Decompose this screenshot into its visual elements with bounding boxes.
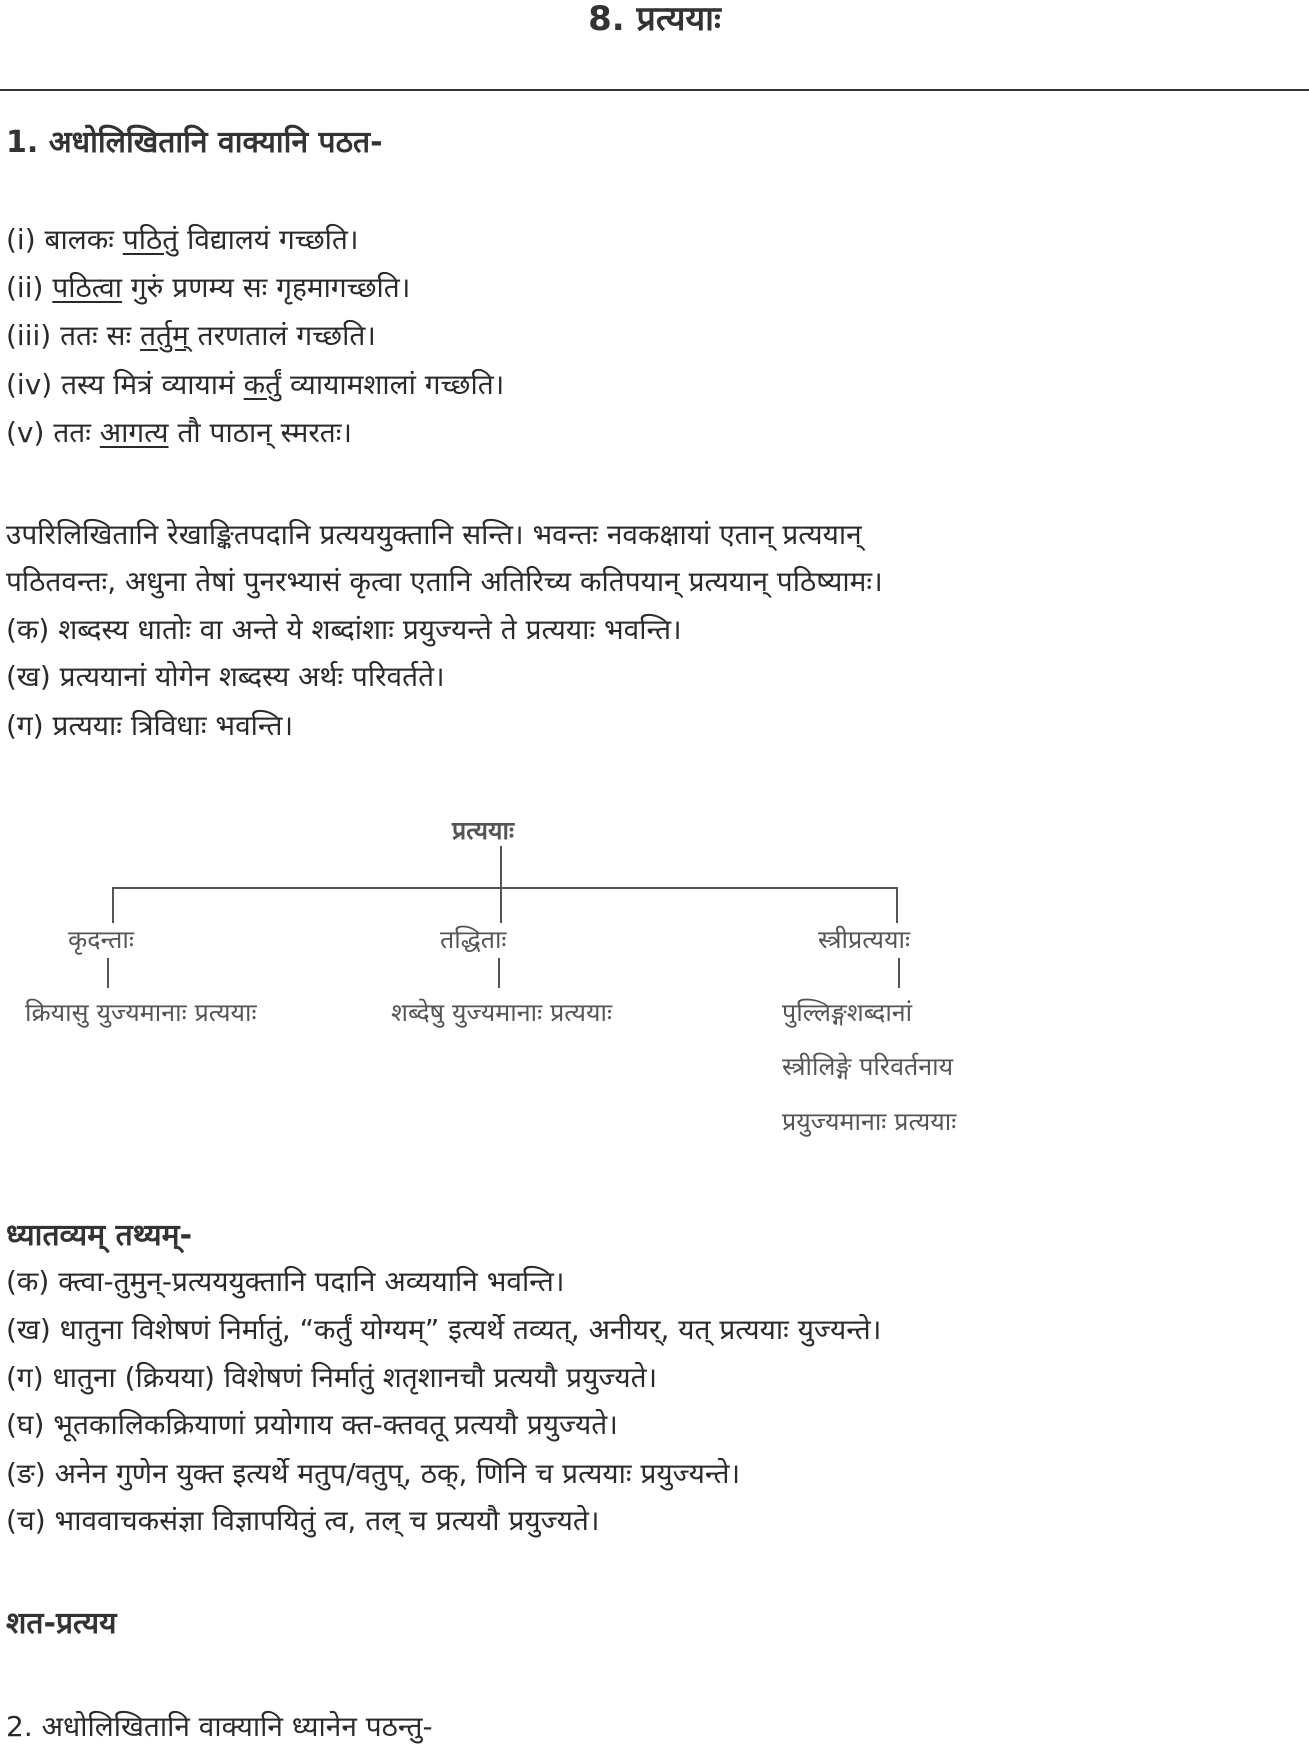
page-title: 8. प्रत्ययाः	[588, 0, 721, 39]
sentence-text: (i) बालकः	[6, 223, 123, 256]
branch-description: शब्देषु युज्यमानाः प्रत्ययाः	[391, 998, 613, 1027]
section-1-heading: 1. अधोलिखितानि वाक्यानि पठत-	[6, 125, 383, 160]
section-2-heading: 2. अधोलिखितानि वाक्यानि ध्यानेन पठन्तु-	[6, 1710, 433, 1743]
paragraph-line: (ख) प्रत्ययानां योगेन शब्दस्य अर्थः परिवर्तते।	[6, 660, 445, 693]
connector-line	[112, 887, 898, 889]
underlined-word: आगत्य	[99, 416, 169, 449]
fact-item: (घ) भूतकालिकक्रियाणां प्रयोगाय क्त-क्तवतू प्रत्ययौ प्रयुज्यते।	[6, 1408, 618, 1441]
sentence-text: तरणतालं गच्छति।	[188, 319, 376, 352]
fact-item: (ङ) अनेन गुणेन युक्त इत्यर्थे मतुप/वतुप्, ठक्, णिनि च प्रत्ययाः प्रयुज्यन्ते।	[6, 1457, 741, 1490]
branch-label-kridanta: कृदन्ताः	[68, 925, 134, 954]
facts-heading: ध्यातव्यम् तथ्यम्-	[6, 1218, 193, 1253]
fact-item: (क) क्त्वा-तुमुन्-प्रत्यययुक्तानि पदानि अव्ययानि भवन्ति।	[6, 1265, 565, 1298]
connector-line	[500, 846, 502, 888]
underlined-word: तर्तुम्	[140, 319, 189, 352]
branch-description: क्रियासु युज्यमानाः प्रत्ययाः	[25, 998, 257, 1027]
sentence-text: तौ पाठान् स्मरतः।	[168, 416, 352, 449]
sentence	[6, 319, 376, 352]
shatr-heading: शत-प्रत्यय	[6, 1606, 117, 1641]
paragraph-line: पठितवन्तः, अधुना तेषां पुनरभ्यासं कृत्वा एतानि अतिरिच्य कतिपयान् प्रत्ययान् पठिष्यामः।	[6, 565, 883, 598]
sentence	[6, 368, 505, 401]
connector-line	[112, 887, 114, 923]
connector-line	[498, 958, 500, 988]
fact-item: (ग) धातुना (क्रियया) विशेषणं निर्मातुं शतृशानचौ प्रत्ययौ प्रयुज्यते।	[6, 1361, 658, 1394]
connector-line	[898, 958, 900, 988]
connector-line	[500, 887, 502, 923]
fact-item: (ख) धातुना विशेषणं निर्मातुं, “कर्तुं योग्यम्” इत्यर्थे तव्यत्, अनीयर्, यत् प्रत्ययाः युज्यन्ते।	[6, 1313, 882, 1346]
sentence	[6, 223, 359, 256]
sentence	[6, 416, 352, 449]
underlined-word: पठित्वा	[52, 271, 122, 304]
paragraph-line: (क) शब्दस्य धातोः वा अन्ते ये शब्दांशाः प्रयुज्यन्ते ते प्रत्ययाः भवन्ति।	[6, 613, 682, 646]
underlined-word: पठितुं	[122, 223, 179, 256]
fact-item: (च) भाववाचकसंज्ञा विज्ञापयितुं त्व, तल् च प्रत्ययौ प्रयुज्यते।	[6, 1504, 600, 1537]
branch-label-taddhita: तद्धिताः	[440, 925, 507, 954]
branch-label-stripratyaya: स्त्रीप्रत्ययाः	[818, 925, 911, 954]
branch-description: स्त्रीलिङ्गे परिवर्तनाय	[782, 1052, 954, 1081]
title-divider	[0, 89, 1309, 91]
paragraph-line: (ग) प्रत्ययाः त्रिविधाः भवन्ति।	[6, 709, 294, 742]
sentence-text: (ii)	[6, 271, 53, 304]
sentence-text: (iv) तस्य मित्रं व्यायामं	[6, 368, 244, 401]
sentence-text: विद्यालयं गच्छति।	[178, 223, 359, 256]
diagram-root: प्रत्ययाः	[452, 816, 515, 845]
paragraph-line: उपरिलिखितानि रेखाङ्कितपदानि प्रत्यययुक्तानि सन्ति। भवन्तः नवकक्षायां एतान् प्रत्ययान्	[6, 518, 862, 551]
branch-description: प्रयुज्यमानाः प्रत्ययाः	[782, 1107, 957, 1136]
connector-line	[896, 887, 898, 923]
sentence	[6, 271, 411, 304]
sentence-text: (v) ततः	[6, 416, 100, 449]
branch-description: पुल्लिङ्गशब्दानां	[782, 998, 913, 1027]
sentence-text: (iii) ततः सः	[6, 319, 141, 352]
underlined-word: कर्तुं	[243, 368, 282, 401]
sentence-text: व्यायामशालां गच्छति।	[281, 368, 505, 401]
sentence-text: गुरुं प्रणम्य सः गृहमागच्छति।	[121, 271, 411, 304]
connector-line	[107, 958, 109, 988]
